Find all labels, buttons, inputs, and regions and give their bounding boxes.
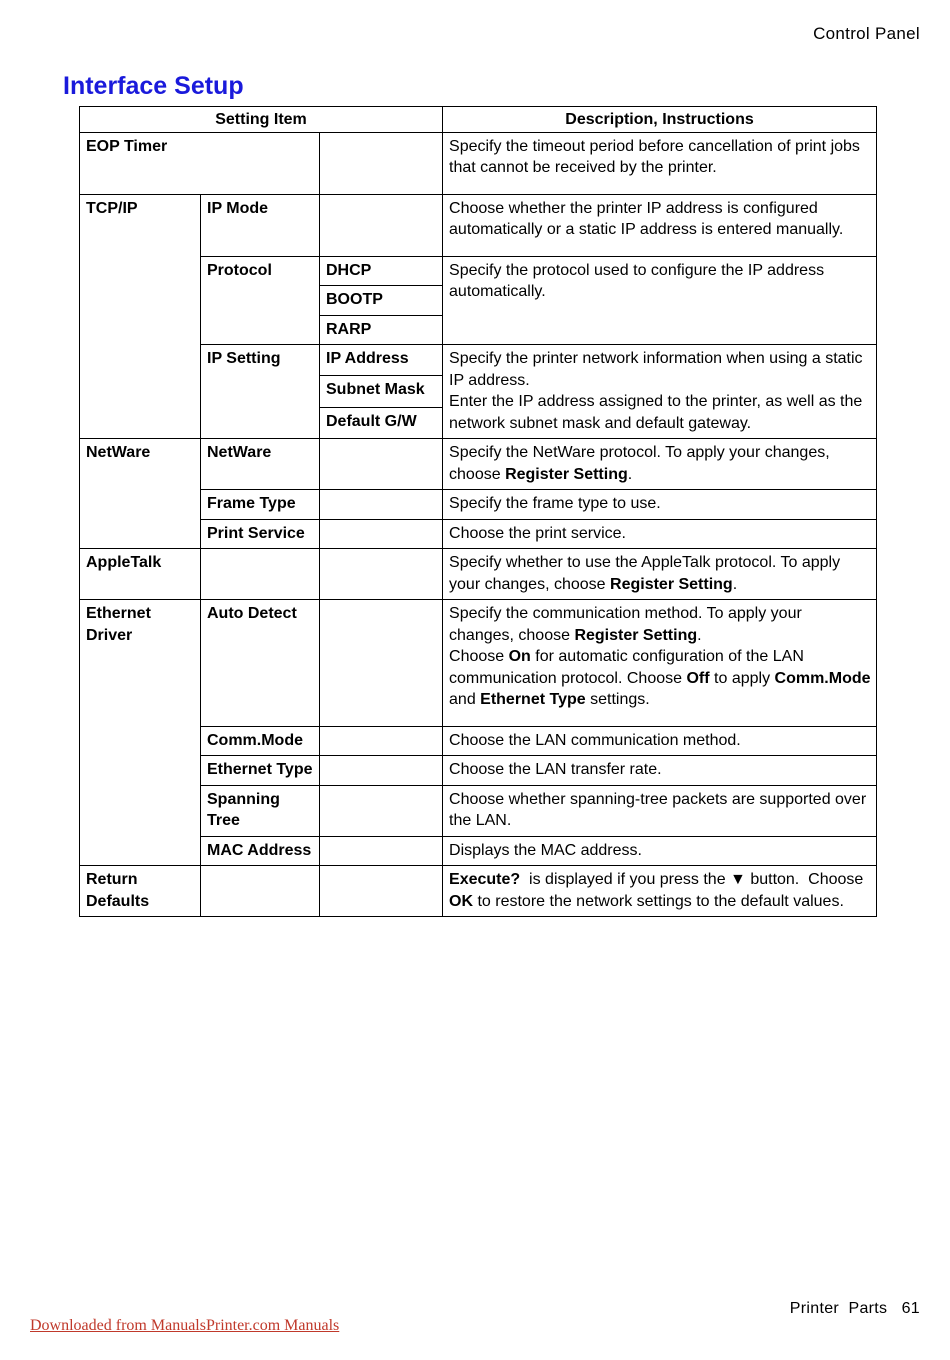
desc-bold: Register Setting	[505, 465, 628, 483]
setting-tcpip: TCP/IP	[80, 194, 201, 439]
description-protocol: Specify the protocol used to configure the IP address automatically.	[443, 256, 877, 345]
table-row	[80, 194, 877, 256]
description-return-defaults	[443, 866, 877, 917]
desc-text: to apply	[709, 669, 775, 687]
description-ethernet-type: Choose the LAN transfer rate.	[443, 756, 877, 786]
desc-text: .	[732, 575, 738, 593]
option-dhcp: DHCP	[320, 256, 443, 286]
table-row	[80, 866, 877, 917]
desc-bold: Comm.Mode	[774, 669, 871, 687]
table-row	[80, 600, 877, 727]
option-ip-address: IP Address	[320, 345, 443, 376]
table-row	[80, 439, 877, 490]
empty-cell	[320, 726, 443, 756]
column-header-description: Description, Instructions	[443, 107, 877, 133]
desc-bold: On	[508, 648, 531, 665]
setting-print-service: Print Service	[201, 519, 320, 549]
empty-cell	[320, 785, 443, 836]
setting-auto-detect: Auto Detect	[201, 600, 320, 727]
empty-cell	[320, 866, 443, 917]
table-header-row	[80, 107, 877, 133]
desc-bold: OK	[449, 892, 474, 910]
empty-cell	[201, 866, 320, 917]
table-row	[80, 549, 877, 600]
desc-bold: Off	[686, 669, 710, 687]
setting-ip-mode: IP Mode	[201, 194, 320, 256]
desc-text: for automatic configuration of the LAN communication protocol. Choose	[449, 648, 804, 687]
description-ip-mode: Choose whether the printer IP address is configured automatically or a static IP address is entered manually.	[443, 194, 877, 256]
option-default-gw: Default G/W	[320, 407, 443, 438]
desc-text: settings.	[585, 691, 650, 708]
setting-comm-mode: Comm.Mode	[201, 726, 320, 756]
description-auto-detect	[443, 600, 877, 727]
description-ip-setting	[443, 345, 877, 439]
description-mac-address: Displays the MAC address.	[443, 836, 877, 866]
empty-cell	[320, 549, 443, 600]
setting-ip-setting: IP Setting	[201, 345, 320, 439]
column-header-setting: Setting Item	[80, 107, 443, 133]
description-frame-type: Specify the frame type to use.	[443, 490, 877, 520]
setting-netware: NetWare	[80, 439, 201, 549]
setting-frame-type: Frame Type	[201, 490, 320, 520]
description-ip-setting-line2: Enter the IP address assigned to the printer, as well as the network subnet mask and default gateway.	[449, 393, 863, 432]
desc-text: Specify the NetWare protocol. To apply your changes, choose	[449, 444, 830, 483]
desc-text: and	[449, 691, 481, 708]
desc-bold: Register Setting	[610, 575, 733, 593]
description-eop-timer: Specify the timeout period before cancellation of print jobs that cannot be received by the printer.	[443, 132, 877, 194]
description-comm-mode: Choose the LAN communication method.	[443, 726, 877, 756]
desc-text: .	[697, 626, 702, 644]
empty-cell	[320, 439, 443, 490]
description-spanning-tree: Choose whether spanning-tree packets are supported over the LAN.	[443, 785, 877, 836]
option-bootp: BOOTP	[320, 286, 443, 316]
table-row	[80, 132, 877, 194]
running-header: Control Panel	[813, 24, 920, 43]
desc-text: Specify whether to use the AppleTalk protocol. To apply your changes, choose	[449, 554, 841, 593]
setting-eop-timer: EOP Timer	[80, 132, 320, 194]
empty-cell	[320, 600, 443, 727]
desc-text: Choose	[449, 648, 509, 665]
description-ip-setting-line1: Specify the printer network information when using a static IP address.	[449, 350, 863, 389]
setting-netware-protocol: NetWare	[201, 439, 320, 490]
empty-cell	[320, 132, 443, 194]
option-rarp: RARP	[320, 315, 443, 345]
desc-text: is displayed if you press the ▼ button. Choose	[520, 871, 868, 888]
setting-ethernet-driver: Ethernet Driver	[80, 600, 201, 866]
empty-cell	[320, 756, 443, 786]
download-source-link[interactable]: Downloaded from ManualsPrinter.com Manuals	[30, 1317, 340, 1334]
interface-setup-table	[79, 106, 877, 917]
setting-spanning-tree: Spanning Tree	[201, 785, 320, 836]
setting-protocol: Protocol	[201, 256, 320, 345]
desc-text: to restore the network settings to the default values.	[473, 892, 844, 910]
empty-cell	[201, 549, 320, 600]
empty-cell	[320, 194, 443, 256]
desc-text: .	[627, 465, 633, 483]
description-print-service: Choose the print service.	[443, 519, 877, 549]
description-netware	[443, 439, 877, 490]
empty-cell	[320, 490, 443, 520]
desc-bold: Register Setting	[574, 626, 698, 644]
desc-bold: Ethernet Type	[480, 691, 586, 708]
page-footer: Printer Parts 61	[789, 1300, 920, 1317]
setting-return-defaults: Return Defaults	[80, 866, 201, 917]
option-subnet-mask: Subnet Mask	[320, 376, 443, 407]
empty-cell	[320, 836, 443, 866]
empty-cell	[320, 519, 443, 549]
description-appletalk	[443, 549, 877, 600]
setting-appletalk: AppleTalk	[80, 549, 201, 600]
setting-mac-address: MAC Address	[201, 836, 320, 866]
desc-text: Specify the communication method. To apply your changes, choose	[449, 605, 802, 644]
setting-ethernet-type: Ethernet Type	[201, 756, 320, 786]
page-title: Interface Setup	[63, 72, 244, 100]
desc-bold: Execute?	[449, 871, 521, 888]
